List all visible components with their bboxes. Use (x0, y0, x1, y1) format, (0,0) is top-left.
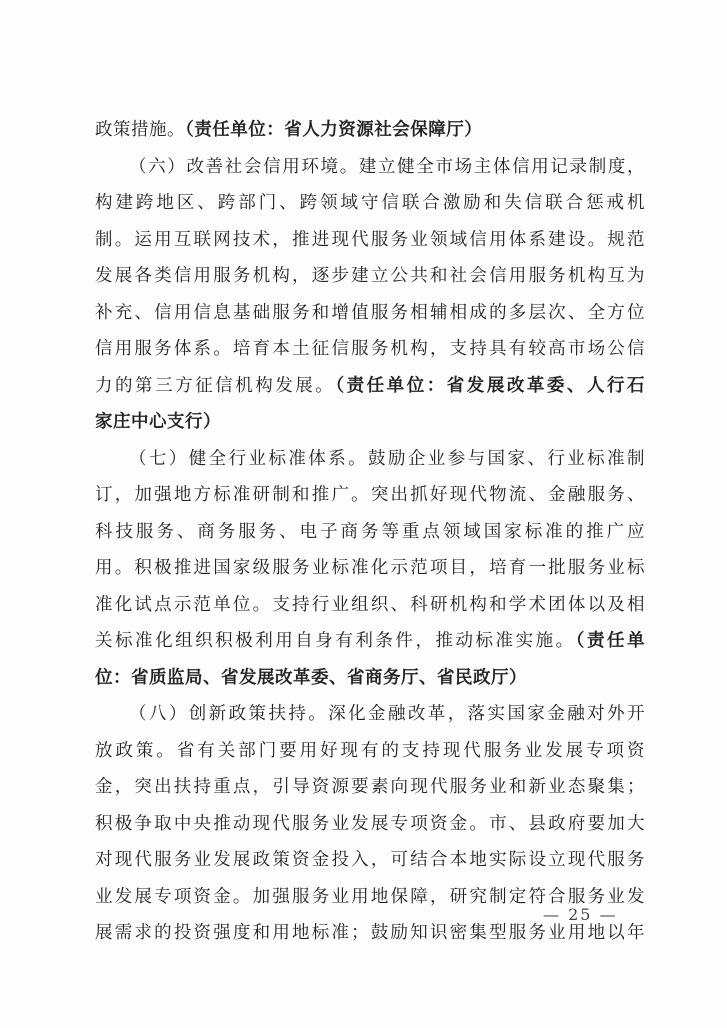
page-number: — 25 — (543, 905, 618, 924)
line-text: 放政策。省有关部门要用好现有的支持现代服务业发展专项资 (95, 740, 645, 761)
line-text: 关标准化组织积极利用自身有利条件，推动标准实施。 (95, 631, 576, 651)
responsible-unit-text: 位：省质监局、省发展改革委、省商务厅、省民政厅） (95, 667, 527, 688)
text-line (95, 806, 645, 843)
line-text: 发展各类信用服务机构，逐步建立公共和社会信用服务机构互为 (95, 266, 645, 286)
line-text: 政策措施。 (95, 120, 185, 140)
line-text: 用。积极推进国家级服务业标准化示范项目，培育一批服务业标 (95, 558, 645, 578)
line-text: 订，加强地方标准研制和推广。突出抓好现代物流、金融服务、 (95, 485, 645, 505)
text-line (95, 842, 645, 879)
text-line (95, 258, 645, 295)
text-line (95, 149, 645, 186)
text-line (95, 112, 645, 149)
line-text: 业发展专项资金。加强服务业用地保障，研究制定符合服务业发 (95, 886, 645, 907)
line-text: 信用服务体系。培育本土征信服务机构，支持具有较高市场公信 (95, 339, 645, 359)
text-line (95, 404, 645, 441)
line-text: （六）改善社会信用环境。建立健全市场主体信用记录制度， (129, 156, 645, 177)
text-line (95, 185, 645, 222)
text-line (95, 696, 645, 733)
line-text: 对现代服务业发展政策资金投入，可结合本地实际设立现代服务 (95, 850, 645, 870)
line-text: 展需求的投资强度和用地标准；鼓励知识密集型服务业用地以年 (95, 923, 645, 943)
responsible-unit-text: （责任单位：省发展改革委、人行石 (335, 375, 646, 396)
line-text: 制。运用互联网技术，推进现代服务业领域信用体系建设。规范 (95, 229, 645, 250)
text-line (95, 550, 645, 587)
responsible-unit-text: （责任单 (575, 631, 646, 651)
text-line (95, 477, 645, 514)
text-line (95, 295, 645, 332)
line-text: 积极争取中央推动现代服务业发展专项资金。市、县政府要加大 (95, 813, 645, 834)
text-line (95, 331, 645, 368)
text-line (95, 733, 645, 770)
line-text: （七）健全行业标准体系。鼓励企业参与国家、行业标准制 (129, 448, 645, 469)
text-line (95, 660, 645, 697)
text-line (95, 587, 645, 624)
responsible-unit-text: 家庄中心支行） (95, 412, 221, 432)
text-line (95, 222, 645, 259)
line-text: 补充、信用信息基础服务和增值服务相辅相成的多层次、全方位 (95, 302, 645, 323)
text-line (95, 441, 645, 478)
line-text: 准化试点示范单位。支持行业组织、科研机构和学术团体以及相 (95, 594, 645, 615)
responsible-unit-text: （责任单位：省人力资源社会保障厅） (185, 120, 483, 140)
text-line (95, 514, 645, 551)
document-body (95, 112, 645, 952)
text-line (95, 623, 645, 660)
text-line (95, 368, 645, 405)
line-text: （八）创新政策扶持。深化金融改革，落实国家金融对外开 (129, 704, 645, 724)
line-text: 科技服务、商务服务、电子商务等重点领域国家标准的推广应 (95, 521, 645, 542)
text-line (95, 769, 645, 806)
line-text: 力的第三方征信机构发展。 (95, 375, 336, 396)
line-text: 金，突出扶持重点，引导资源要素向现代服务业和新业态聚集； (95, 777, 645, 797)
line-text: 构建跨地区、跨部门、跨领域守信联合激励和失信联合惩戒机 (95, 193, 645, 213)
